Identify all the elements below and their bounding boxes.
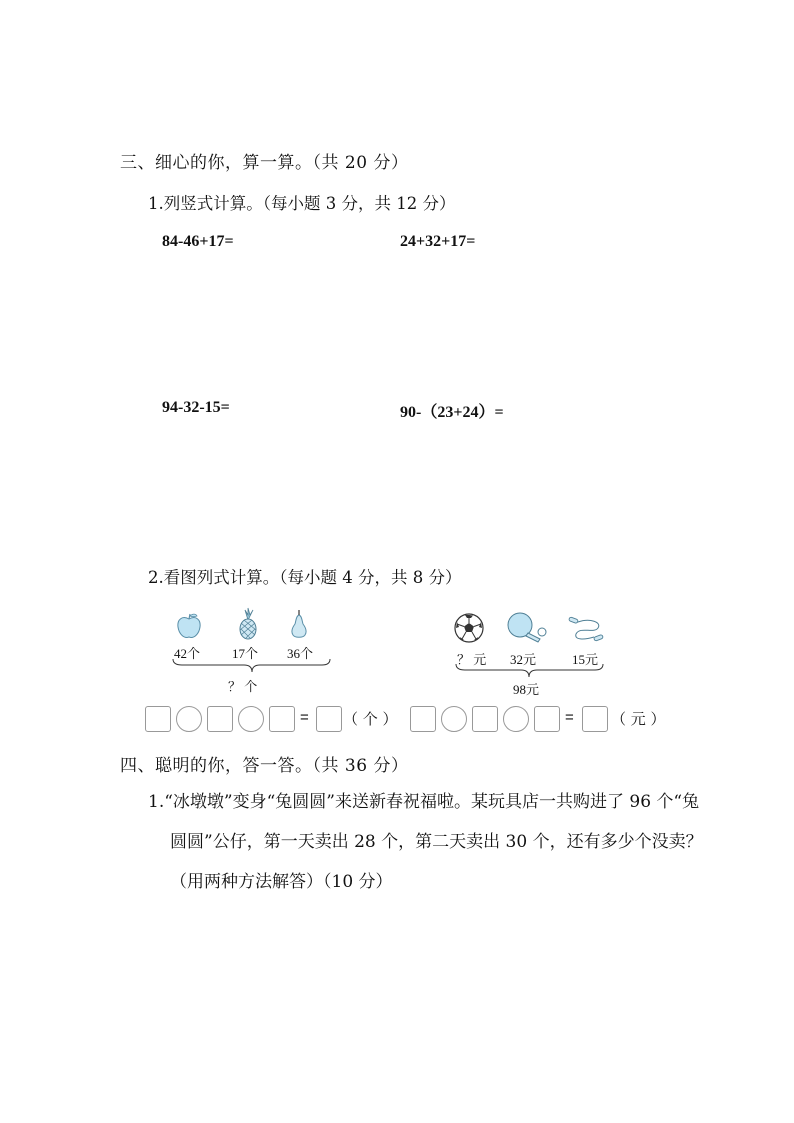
expr-2: 24+32+17= xyxy=(400,233,476,250)
left-brace xyxy=(172,658,332,676)
answer-box[interactable] xyxy=(207,706,233,732)
answer-box[interactable] xyxy=(145,706,171,732)
word-problem-1: 1.“冰墩墩”变身“兔圆圆”来送新春祝福啦。某玩具店一共购进了 96 个“兔圆圆”公仔，第一天卖出 28 个，第二天卖出 30 个，还有多少个没卖？（用两种方法解答）（10 分） xyxy=(148,792,703,892)
jump-rope-icon xyxy=(566,616,606,644)
pineapple-icon xyxy=(236,608,260,640)
unit-label: （ 个 ） xyxy=(343,710,398,728)
equals-sign: = xyxy=(300,709,309,726)
operator-circle[interactable] xyxy=(441,706,467,732)
right-label-1: ？ 元 xyxy=(457,652,487,667)
ping-pong-paddle-icon xyxy=(506,612,550,644)
answer-box[interactable] xyxy=(534,706,560,732)
apple-icon xyxy=(176,612,202,640)
soccer-ball-icon xyxy=(454,613,484,643)
expr-3: 94-32-15= xyxy=(162,399,230,416)
section-3-heading: 三、细心的你，算一算。（共 20 分） xyxy=(120,153,409,173)
operator-circle[interactable] xyxy=(238,706,264,732)
right-total: 98元 xyxy=(513,682,540,697)
operator-circle[interactable] xyxy=(503,706,529,732)
q1-title: 1.列竖式计算。（每小题 3 分，共 12 分） xyxy=(148,194,456,213)
expr-1: 84-46+17= xyxy=(162,233,234,250)
left-label-3: 36个 xyxy=(287,646,314,661)
pear-icon xyxy=(289,610,309,640)
right-label-3: 15元 xyxy=(572,652,599,667)
equals-sign: = xyxy=(565,709,574,726)
result-box[interactable] xyxy=(582,706,608,732)
answer-box[interactable] xyxy=(410,706,436,732)
left-total: ？ 个 xyxy=(228,679,258,694)
expr-4: 90-（23+24）= xyxy=(400,404,504,421)
unit-label: （ 元 ） xyxy=(611,710,666,728)
result-box[interactable] xyxy=(316,706,342,732)
answer-box[interactable] xyxy=(472,706,498,732)
answer-box[interactable] xyxy=(269,706,295,732)
left-label-1: 42个 xyxy=(174,646,201,661)
q2-title: 2.看图列式计算。（每小题 4 分，共 8 分） xyxy=(148,568,462,587)
operator-circle[interactable] xyxy=(176,706,202,732)
section-4-heading: 四、聪明的你，答一答。（共 36 分） xyxy=(120,756,409,776)
left-label-2: 17个 xyxy=(232,646,259,661)
right-label-2: 32元 xyxy=(510,652,537,667)
